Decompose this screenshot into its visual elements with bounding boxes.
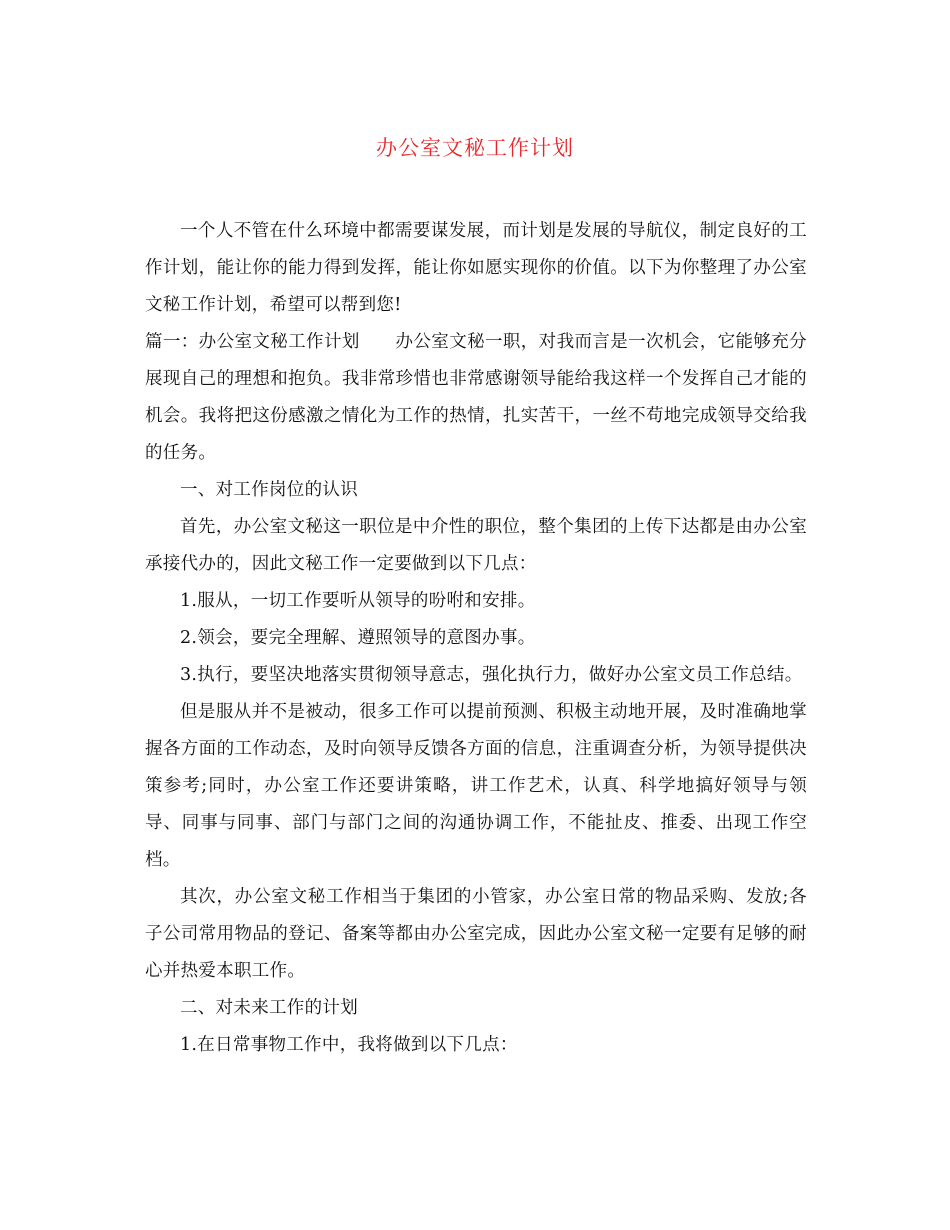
- section-heading-1: 一、对工作岗位的认识: [180, 480, 358, 500]
- section-heading-2: 二、对未来工作的计划: [180, 998, 358, 1018]
- paragraph-second: 其次，办公室文秘工作相当于集团的小管家，办公室日常的物品采购、发放;各子公司常用物品的登记、备案等都由办公室完成，因此办公室文秘一定要有足够的耐心并热爱本职工作。: [145, 887, 807, 981]
- list-item-daily: 1.在日常事物工作中，我将做到以下几点：: [180, 1035, 518, 1055]
- paragraph-chapter-one: 篇一：办公室文秘工作计划 办公室文秘一职，对我而言是一次机会，它能够充分展现自己的理想和抱负。我非常珍惜也非常感谢领导能给我这样一个发挥自己才能的机会。我将把这份感激之情化为工作的热情，扎实苦干，一丝不苟地完成领导交给我的任务。: [145, 332, 807, 463]
- document-title: 办公室文秘工作计划: [376, 136, 574, 160]
- paragraph-however: 但是服从并不是被动，很多工作可以提前预测、积极主动地开展，及时准确地掌握各方面的工作动态，及时向领导反馈各方面的信息，注重调查分析，为领导提供决策参考;同时，办公室工作还要讲策略，讲工作艺术，认真、科学地搞好领导与领导、同事与同事、部门与部门之间的沟通协调工作，不能扯皮、推委、出现工作空档。: [145, 702, 807, 870]
- paragraph-first: 首先，办公室文秘这一职位是中介性的职位，整个集团的上传下达都是由办公室承接代办的，因此文秘工作一定要做到以下几点：: [145, 517, 807, 574]
- paragraph-intro: 一个人不管在什么环境中都需要谋发展，而计划是发展的导航仪，制定良好的工作计划，能让你的能力得到发挥，能让你如愿实现你的价值。以下为你整理了办公室文秘工作计划，希望可以帮到您!: [145, 221, 807, 315]
- list-item-3: 3.执行，要坚决地落实贯彻领导意志，强化执行力，做好办公室文员工作总结。: [180, 665, 803, 685]
- list-item-1: 1.服从，一切工作要听从领导的吩咐和安排。: [180, 591, 536, 611]
- document-body: [145, 213, 807, 1064]
- list-item-2: 2.领会，要完全理解、遵照领导的意图办事。: [180, 628, 536, 648]
